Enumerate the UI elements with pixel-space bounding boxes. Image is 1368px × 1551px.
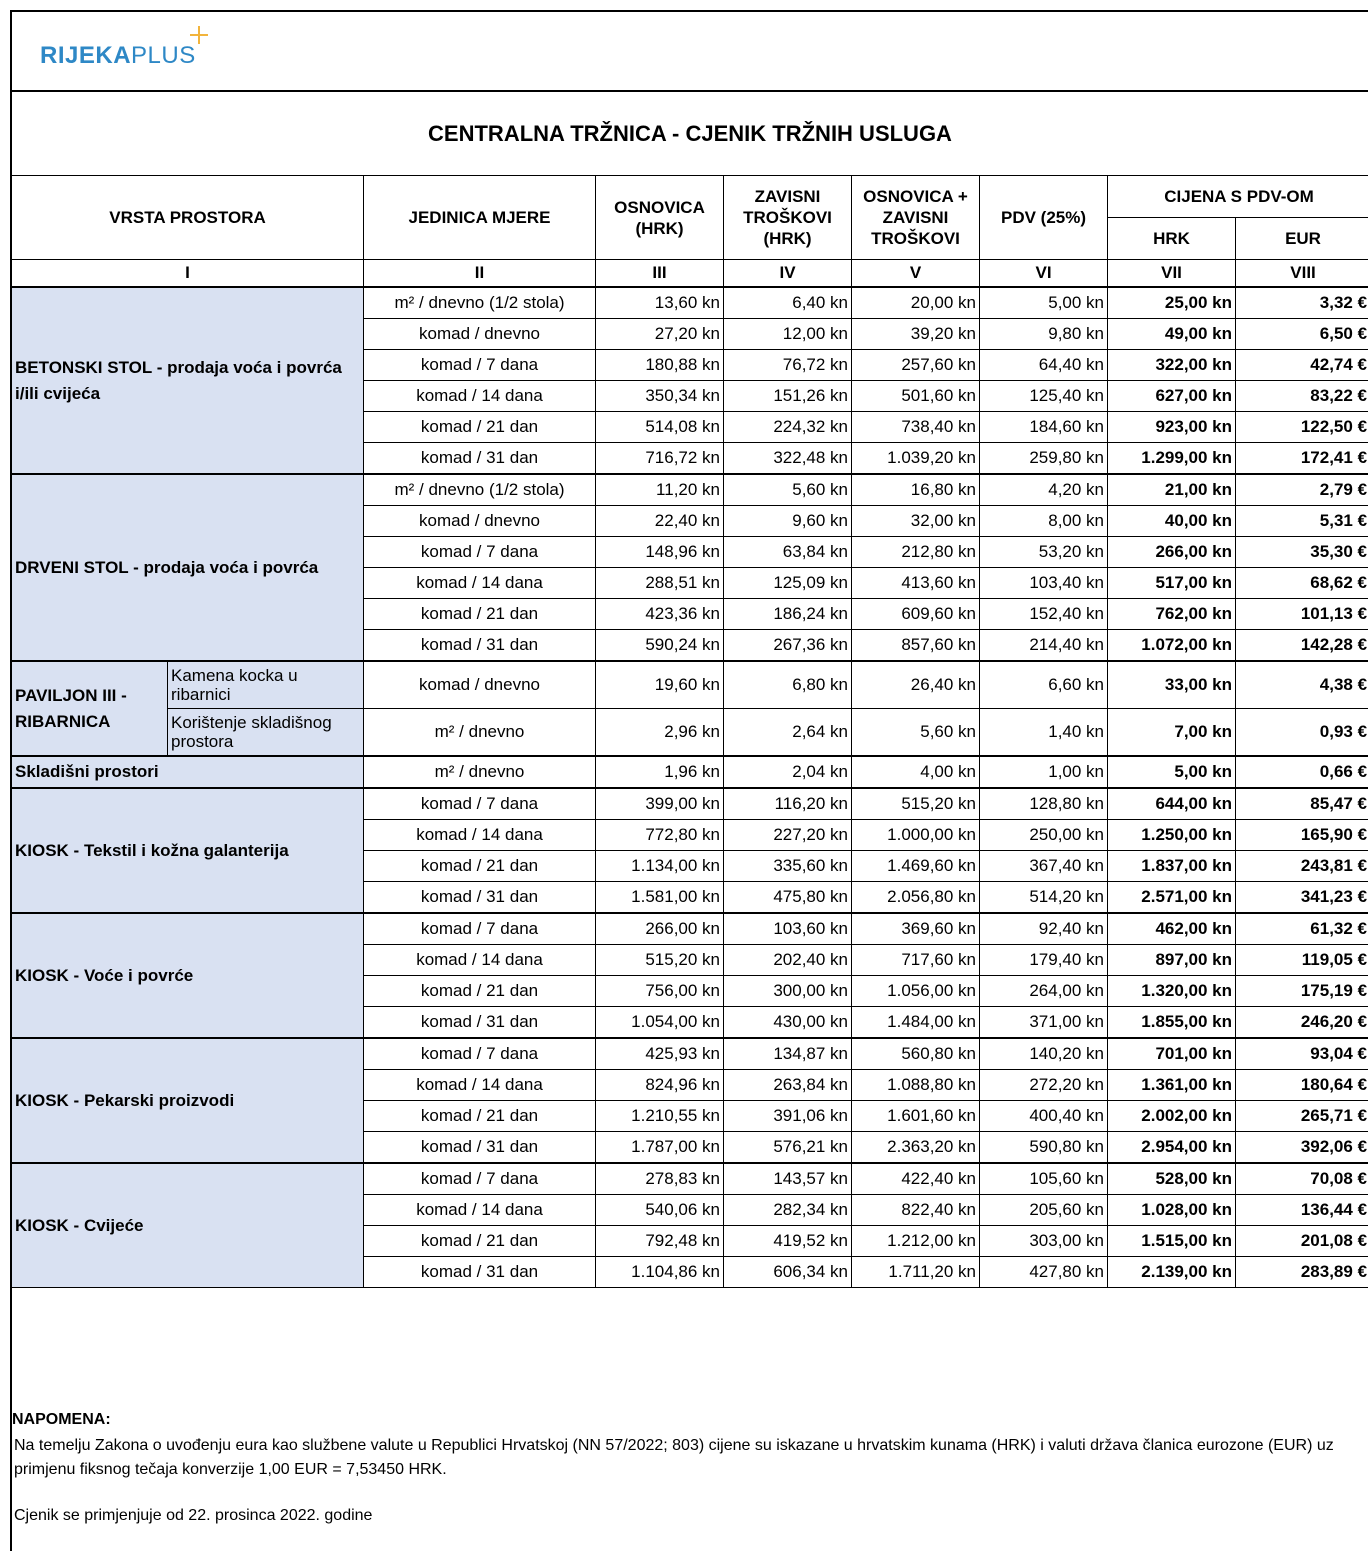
- cijena-eur-cell: 6,50 €: [1236, 319, 1368, 350]
- osnovica-cell: 1.134,00 kn: [596, 851, 724, 882]
- zavisni-cell: 63,84 kn: [724, 537, 852, 568]
- unit-cell: komad / 14 dana: [364, 568, 596, 599]
- zavisni-cell: 134,87 kn: [724, 1038, 852, 1070]
- unit-cell: komad / 14 dana: [364, 1070, 596, 1101]
- osnovica-cell: 399,00 kn: [596, 788, 724, 820]
- cijena-hrk-cell: 5,00 kn: [1108, 756, 1236, 788]
- category-cell: PAVILJON III - RIBARNICA: [12, 661, 168, 756]
- zavisni-cell: 419,52 kn: [724, 1226, 852, 1257]
- osnovica-zavisni-cell: 1.601,60 kn: [852, 1101, 980, 1132]
- cijena-hrk-cell: 897,00 kn: [1108, 945, 1236, 976]
- osnovica-cell: 792,48 kn: [596, 1226, 724, 1257]
- cijena-eur-cell: 172,41 €: [1236, 443, 1368, 475]
- cijena-hrk-cell: 1.515,00 kn: [1108, 1226, 1236, 1257]
- osnovica-cell: 266,00 kn: [596, 913, 724, 945]
- osnovica-zavisni-cell: 5,60 kn: [852, 709, 980, 757]
- category-cell: KIOSK - Tekstil i kožna galanterija: [12, 788, 364, 913]
- note-section: [12, 1402, 1368, 1528]
- osnovica-cell: 1.581,00 kn: [596, 882, 724, 914]
- osnovica-zavisni-cell: 1.088,80 kn: [852, 1070, 980, 1101]
- osnovica-cell: 148,96 kn: [596, 537, 724, 568]
- osnovica-cell: 1.787,00 kn: [596, 1132, 724, 1164]
- unit-cell: komad / 7 dana: [364, 1163, 596, 1195]
- osnovica-cell: 590,24 kn: [596, 630, 724, 662]
- cijena-hrk-cell: 2.954,00 kn: [1108, 1132, 1236, 1164]
- osnovica-zavisni-cell: 2.363,20 kn: [852, 1132, 980, 1164]
- pdv-cell: 400,40 kn: [980, 1101, 1108, 1132]
- zavisni-cell: 391,06 kn: [724, 1101, 852, 1132]
- osnovica-zavisni-cell: 20,00 kn: [852, 287, 980, 319]
- osnovica-cell: 13,60 kn: [596, 287, 724, 319]
- table-row: [12, 1038, 1368, 1070]
- pdv-cell: 6,60 kn: [980, 661, 1108, 709]
- unit-cell: komad / dnevno: [364, 661, 596, 709]
- osnovica-cell: 288,51 kn: [596, 568, 724, 599]
- cijena-eur-cell: 70,08 €: [1236, 1163, 1368, 1195]
- cijena-hrk-cell: 1.361,00 kn: [1108, 1070, 1236, 1101]
- unit-cell: komad / 7 dana: [364, 1038, 596, 1070]
- zavisni-cell: 224,32 kn: [724, 412, 852, 443]
- zavisni-cell: 263,84 kn: [724, 1070, 852, 1101]
- zavisni-cell: 282,34 kn: [724, 1195, 852, 1226]
- roman-numeral: V: [852, 260, 980, 288]
- unit-cell: komad / 31 dan: [364, 882, 596, 914]
- osnovica-zavisni-cell: 857,60 kn: [852, 630, 980, 662]
- note-heading: NAPOMENA:: [12, 1411, 111, 1428]
- osnovica-zavisni-cell: 1.484,00 kn: [852, 1007, 980, 1039]
- cijena-hrk-cell: 49,00 kn: [1108, 319, 1236, 350]
- osnovica-zavisni-cell: 501,60 kn: [852, 381, 980, 412]
- logo-area: [12, 12, 1368, 92]
- zavisni-cell: 151,26 kn: [724, 381, 852, 412]
- pdv-cell: 514,20 kn: [980, 882, 1108, 914]
- osnovica-cell: 1,96 kn: [596, 756, 724, 788]
- cijena-eur-cell: 165,90 €: [1236, 820, 1368, 851]
- zavisni-cell: 202,40 kn: [724, 945, 852, 976]
- osnovica-cell: 22,40 kn: [596, 506, 724, 537]
- zavisni-cell: 227,20 kn: [724, 820, 852, 851]
- cijena-eur-cell: 341,23 €: [1236, 882, 1368, 914]
- pdv-cell: 92,40 kn: [980, 913, 1108, 945]
- cijena-eur-cell: 136,44 €: [1236, 1195, 1368, 1226]
- cijena-eur-cell: 93,04 €: [1236, 1038, 1368, 1070]
- cijena-hrk-cell: 266,00 kn: [1108, 537, 1236, 568]
- osnovica-zavisni-cell: 515,20 kn: [852, 788, 980, 820]
- osnovica-zavisni-cell: 738,40 kn: [852, 412, 980, 443]
- header-zavisni: ZAVISNI TROŠKOVI (HRK): [724, 176, 852, 260]
- header-hrk: HRK: [1108, 218, 1236, 260]
- pdv-cell: 179,40 kn: [980, 945, 1108, 976]
- osnovica-cell: 19,60 kn: [596, 661, 724, 709]
- price-list-sheet: [10, 10, 1368, 1551]
- zavisni-cell: 116,20 kn: [724, 788, 852, 820]
- unit-cell: komad / 21 dan: [364, 1226, 596, 1257]
- osnovica-zavisni-cell: 1.469,60 kn: [852, 851, 980, 882]
- unit-cell: komad / 14 dana: [364, 820, 596, 851]
- pdv-cell: 427,80 kn: [980, 1257, 1108, 1288]
- pdv-cell: 140,20 kn: [980, 1038, 1108, 1070]
- roman-numeral: I: [12, 260, 364, 288]
- cijena-hrk-cell: 2.571,00 kn: [1108, 882, 1236, 914]
- pdv-cell: 367,40 kn: [980, 851, 1108, 882]
- zavisni-cell: 335,60 kn: [724, 851, 852, 882]
- zavisni-cell: 5,60 kn: [724, 474, 852, 506]
- rijekaplus-logo: RIJEKAPLUS: [40, 42, 196, 69]
- pdv-cell: 259,80 kn: [980, 443, 1108, 475]
- zavisni-cell: 576,21 kn: [724, 1132, 852, 1164]
- pdv-cell: 152,40 kn: [980, 599, 1108, 630]
- unit-cell: komad / 21 dan: [364, 976, 596, 1007]
- cijena-hrk-cell: 40,00 kn: [1108, 506, 1236, 537]
- table-row: [12, 756, 1368, 788]
- pdv-cell: 1,00 kn: [980, 756, 1108, 788]
- category-cell: Skladišni prostori: [12, 756, 364, 788]
- pdv-cell: 264,00 kn: [980, 976, 1108, 1007]
- cijena-eur-cell: 283,89 €: [1236, 1257, 1368, 1288]
- zavisni-cell: 475,80 kn: [724, 882, 852, 914]
- note-text: Na temelju Zakona o uvođenju eura kao službene valute u Republici Hrvatskoj (NN 57/2022; 803) cijene su iskazane u hrvatskim kunama (HRK) i valuti država članica eurozone (EUR) uz primjenu fiksnog tečaja konverzije 1,00 EUR = 7,53450 HRK.: [14, 1437, 1334, 1478]
- pdv-cell: 214,40 kn: [980, 630, 1108, 662]
- category-cell: KIOSK - Cvijeće: [12, 1163, 364, 1288]
- zavisni-cell: 125,09 kn: [724, 568, 852, 599]
- table-row: [12, 788, 1368, 820]
- osnovica-zavisni-cell: 39,20 kn: [852, 319, 980, 350]
- cijena-eur-cell: 61,32 €: [1236, 913, 1368, 945]
- osnovica-cell: 514,08 kn: [596, 412, 724, 443]
- osnovica-zavisni-cell: 413,60 kn: [852, 568, 980, 599]
- table-row: [12, 287, 1368, 319]
- pdv-cell: 53,20 kn: [980, 537, 1108, 568]
- header-osnovica: OSNOVICA (HRK): [596, 176, 724, 260]
- zavisni-cell: 6,40 kn: [724, 287, 852, 319]
- osnovica-zavisni-cell: 422,40 kn: [852, 1163, 980, 1195]
- unit-cell: m² / dnevno: [364, 756, 596, 788]
- unit-cell: m² / dnevno (1/2 stola): [364, 474, 596, 506]
- unit-cell: komad / 7 dana: [364, 788, 596, 820]
- pdv-cell: 303,00 kn: [980, 1226, 1108, 1257]
- cijena-hrk-cell: 517,00 kn: [1108, 568, 1236, 599]
- unit-cell: komad / 21 dan: [364, 599, 596, 630]
- osnovica-cell: 772,80 kn: [596, 820, 724, 851]
- pdv-cell: 128,80 kn: [980, 788, 1108, 820]
- unit-cell: komad / dnevno: [364, 319, 596, 350]
- osnovica-cell: 278,83 kn: [596, 1163, 724, 1195]
- pdv-cell: 184,60 kn: [980, 412, 1108, 443]
- cijena-eur-cell: 265,71 €: [1236, 1101, 1368, 1132]
- cijena-eur-cell: 142,28 €: [1236, 630, 1368, 662]
- category-cell: KIOSK - Voće i povrće: [12, 913, 364, 1038]
- roman-numeral: VI: [980, 260, 1108, 288]
- unit-cell: komad / dnevno: [364, 506, 596, 537]
- cijena-eur-cell: 83,22 €: [1236, 381, 1368, 412]
- roman-numeral: II: [364, 260, 596, 288]
- cijena-eur-cell: 246,20 €: [1236, 1007, 1368, 1039]
- osnovica-zavisni-cell: 369,60 kn: [852, 913, 980, 945]
- subcategory-cell: Korištenje skladišnog prostora: [168, 709, 364, 757]
- cijena-hrk-cell: 1.299,00 kn: [1108, 443, 1236, 475]
- cijena-hrk-cell: 462,00 kn: [1108, 913, 1236, 945]
- pdv-cell: 9,80 kn: [980, 319, 1108, 350]
- zavisni-cell: 430,00 kn: [724, 1007, 852, 1039]
- osnovica-cell: 1.104,86 kn: [596, 1257, 724, 1288]
- zavisni-cell: 186,24 kn: [724, 599, 852, 630]
- osnovica-cell: 423,36 kn: [596, 599, 724, 630]
- cijena-hrk-cell: 322,00 kn: [1108, 350, 1236, 381]
- unit-cell: m² / dnevno (1/2 stola): [364, 287, 596, 319]
- osnovica-cell: 716,72 kn: [596, 443, 724, 475]
- osnovica-zavisni-cell: 609,60 kn: [852, 599, 980, 630]
- category-cell: DRVENI STOL - prodaja voća i povrća: [12, 474, 364, 661]
- unit-cell: m² / dnevno: [364, 709, 596, 757]
- osnovica-zavisni-cell: 32,00 kn: [852, 506, 980, 537]
- cijena-eur-cell: 122,50 €: [1236, 412, 1368, 443]
- unit-cell: komad / 31 dan: [364, 1007, 596, 1039]
- table-body: [12, 287, 1368, 1288]
- unit-cell: komad / 21 dan: [364, 412, 596, 443]
- osnovica-cell: 27,20 kn: [596, 319, 724, 350]
- pdv-cell: 105,60 kn: [980, 1163, 1108, 1195]
- osnovica-cell: 1.210,55 kn: [596, 1101, 724, 1132]
- header-cijena: CIJENA S PDV-OM: [1108, 176, 1368, 218]
- table-row: [12, 709, 1368, 757]
- cijena-hrk-cell: 762,00 kn: [1108, 599, 1236, 630]
- osnovica-cell: 180,88 kn: [596, 350, 724, 381]
- osnovica-zavisni-cell: 212,80 kn: [852, 537, 980, 568]
- unit-cell: komad / 21 dan: [364, 1101, 596, 1132]
- zavisni-cell: 322,48 kn: [724, 443, 852, 475]
- osnovica-cell: 350,34 kn: [596, 381, 724, 412]
- pdv-cell: 590,80 kn: [980, 1132, 1108, 1164]
- plus-icon: [190, 26, 208, 44]
- unit-cell: komad / 31 dan: [364, 1132, 596, 1164]
- header-pdv: PDV (25%): [980, 176, 1108, 260]
- osnovica-zavisni-cell: 2.056,80 kn: [852, 882, 980, 914]
- cijena-hrk-cell: 1.837,00 kn: [1108, 851, 1236, 882]
- cijena-hrk-cell: 33,00 kn: [1108, 661, 1236, 709]
- osnovica-cell: 824,96 kn: [596, 1070, 724, 1101]
- table-row: [12, 661, 1368, 709]
- cijena-hrk-cell: 21,00 kn: [1108, 474, 1236, 506]
- unit-cell: komad / 31 dan: [364, 630, 596, 662]
- pdv-cell: 8,00 kn: [980, 506, 1108, 537]
- zavisni-cell: 2,04 kn: [724, 756, 852, 788]
- pdv-cell: 4,20 kn: [980, 474, 1108, 506]
- validity-text: Cjenik se primjenjuje od 22. prosinca 2022. godine: [14, 1507, 373, 1524]
- cijena-hrk-cell: 644,00 kn: [1108, 788, 1236, 820]
- cijena-eur-cell: 201,08 €: [1236, 1226, 1368, 1257]
- pdv-cell: 5,00 kn: [980, 287, 1108, 319]
- roman-numeral: VIII: [1236, 260, 1368, 288]
- zavisni-cell: 267,36 kn: [724, 630, 852, 662]
- table-row: [12, 474, 1368, 506]
- zavisni-cell: 300,00 kn: [724, 976, 852, 1007]
- unit-cell: komad / 31 dan: [364, 1257, 596, 1288]
- osnovica-zavisni-cell: 1.039,20 kn: [852, 443, 980, 475]
- cijena-hrk-cell: 25,00 kn: [1108, 287, 1236, 319]
- cijena-eur-cell: 175,19 €: [1236, 976, 1368, 1007]
- cijena-eur-cell: 180,64 €: [1236, 1070, 1368, 1101]
- osnovica-cell: 2,96 kn: [596, 709, 724, 757]
- pdv-cell: 125,40 kn: [980, 381, 1108, 412]
- category-cell: KIOSK - Pekarski proizvodi: [12, 1038, 364, 1163]
- unit-cell: komad / 14 dana: [364, 945, 596, 976]
- cijena-eur-cell: 3,32 €: [1236, 287, 1368, 319]
- header-jedinica: JEDINICA MJERE: [364, 176, 596, 260]
- osnovica-zavisni-cell: 560,80 kn: [852, 1038, 980, 1070]
- osnovica-zavisni-cell: 16,80 kn: [852, 474, 980, 506]
- price-table: [11, 175, 1368, 1288]
- cijena-hrk-cell: 7,00 kn: [1108, 709, 1236, 757]
- cijena-hrk-cell: 1.072,00 kn: [1108, 630, 1236, 662]
- pdv-cell: 1,40 kn: [980, 709, 1108, 757]
- osnovica-zavisni-cell: 4,00 kn: [852, 756, 980, 788]
- subcategory-cell: Kamena kocka u ribarnici: [168, 661, 364, 709]
- unit-cell: komad / 7 dana: [364, 537, 596, 568]
- osnovica-cell: 540,06 kn: [596, 1195, 724, 1226]
- cijena-eur-cell: 0,93 €: [1236, 709, 1368, 757]
- cijena-hrk-cell: 528,00 kn: [1108, 1163, 1236, 1195]
- cijena-eur-cell: 0,66 €: [1236, 756, 1368, 788]
- cijena-eur-cell: 101,13 €: [1236, 599, 1368, 630]
- cijena-eur-cell: 42,74 €: [1236, 350, 1368, 381]
- osnovica-zavisni-cell: 1.212,00 kn: [852, 1226, 980, 1257]
- page-title: CENTRALNA TRŽNICA - CJENIK TRŽNIH USLUGA: [12, 92, 1368, 176]
- osnovica-zavisni-cell: 1.000,00 kn: [852, 820, 980, 851]
- category-cell: BETONSKI STOL - prodaja voća i povrća i/ili cvijeća: [12, 287, 364, 474]
- roman-numeral: III: [596, 260, 724, 288]
- cijena-eur-cell: 5,31 €: [1236, 506, 1368, 537]
- pdv-cell: 272,20 kn: [980, 1070, 1108, 1101]
- unit-cell: komad / 31 dan: [364, 443, 596, 475]
- zavisni-cell: 103,60 kn: [724, 913, 852, 945]
- zavisni-cell: 2,64 kn: [724, 709, 852, 757]
- cijena-eur-cell: 2,79 €: [1236, 474, 1368, 506]
- table-row: [12, 1163, 1368, 1195]
- zavisni-cell: 9,60 kn: [724, 506, 852, 537]
- osnovica-zavisni-cell: 1.711,20 kn: [852, 1257, 980, 1288]
- cijena-hrk-cell: 1.855,00 kn: [1108, 1007, 1236, 1039]
- unit-cell: komad / 21 dan: [364, 851, 596, 882]
- roman-numeral-row: [12, 260, 1368, 288]
- roman-numeral: VII: [1108, 260, 1236, 288]
- cijena-hrk-cell: 2.139,00 kn: [1108, 1257, 1236, 1288]
- cijena-eur-cell: 85,47 €: [1236, 788, 1368, 820]
- table-row: [12, 913, 1368, 945]
- cijena-hrk-cell: 1.028,00 kn: [1108, 1195, 1236, 1226]
- cijena-hrk-cell: 923,00 kn: [1108, 412, 1236, 443]
- pdv-cell: 371,00 kn: [980, 1007, 1108, 1039]
- cijena-eur-cell: 243,81 €: [1236, 851, 1368, 882]
- cijena-eur-cell: 68,62 €: [1236, 568, 1368, 599]
- osnovica-zavisni-cell: 822,40 kn: [852, 1195, 980, 1226]
- header-osnovica-zavisni: OSNOVICA + ZAVISNI TROŠKOVI: [852, 176, 980, 260]
- cijena-hrk-cell: 701,00 kn: [1108, 1038, 1236, 1070]
- zavisni-cell: 76,72 kn: [724, 350, 852, 381]
- cijena-eur-cell: 119,05 €: [1236, 945, 1368, 976]
- osnovica-zavisni-cell: 26,40 kn: [852, 661, 980, 709]
- cijena-eur-cell: 4,38 €: [1236, 661, 1368, 709]
- cijena-hrk-cell: 2.002,00 kn: [1108, 1101, 1236, 1132]
- unit-cell: komad / 7 dana: [364, 350, 596, 381]
- osnovica-cell: 1.054,00 kn: [596, 1007, 724, 1039]
- zavisni-cell: 143,57 kn: [724, 1163, 852, 1195]
- osnovica-cell: 11,20 kn: [596, 474, 724, 506]
- pdv-cell: 64,40 kn: [980, 350, 1108, 381]
- cijena-hrk-cell: 627,00 kn: [1108, 381, 1236, 412]
- osnovica-zavisni-cell: 1.056,00 kn: [852, 976, 980, 1007]
- pdv-cell: 205,60 kn: [980, 1195, 1108, 1226]
- header-vrsta: VRSTA PROSTORA: [12, 176, 364, 260]
- zavisni-cell: 12,00 kn: [724, 319, 852, 350]
- header-eur: EUR: [1236, 218, 1368, 260]
- unit-cell: komad / 7 dana: [364, 913, 596, 945]
- cijena-eur-cell: 392,06 €: [1236, 1132, 1368, 1164]
- unit-cell: komad / 14 dana: [364, 1195, 596, 1226]
- roman-numeral: IV: [724, 260, 852, 288]
- zavisni-cell: 6,80 kn: [724, 661, 852, 709]
- osnovica-zavisni-cell: 717,60 kn: [852, 945, 980, 976]
- pdv-cell: 250,00 kn: [980, 820, 1108, 851]
- unit-cell: komad / 14 dana: [364, 381, 596, 412]
- zavisni-cell: 606,34 kn: [724, 1257, 852, 1288]
- osnovica-cell: 425,93 kn: [596, 1038, 724, 1070]
- cijena-eur-cell: 35,30 €: [1236, 537, 1368, 568]
- cijena-hrk-cell: 1.320,00 kn: [1108, 976, 1236, 1007]
- cijena-hrk-cell: 1.250,00 kn: [1108, 820, 1236, 851]
- osnovica-cell: 756,00 kn: [596, 976, 724, 1007]
- pdv-cell: 103,40 kn: [980, 568, 1108, 599]
- osnovica-cell: 515,20 kn: [596, 945, 724, 976]
- osnovica-zavisni-cell: 257,60 kn: [852, 350, 980, 381]
